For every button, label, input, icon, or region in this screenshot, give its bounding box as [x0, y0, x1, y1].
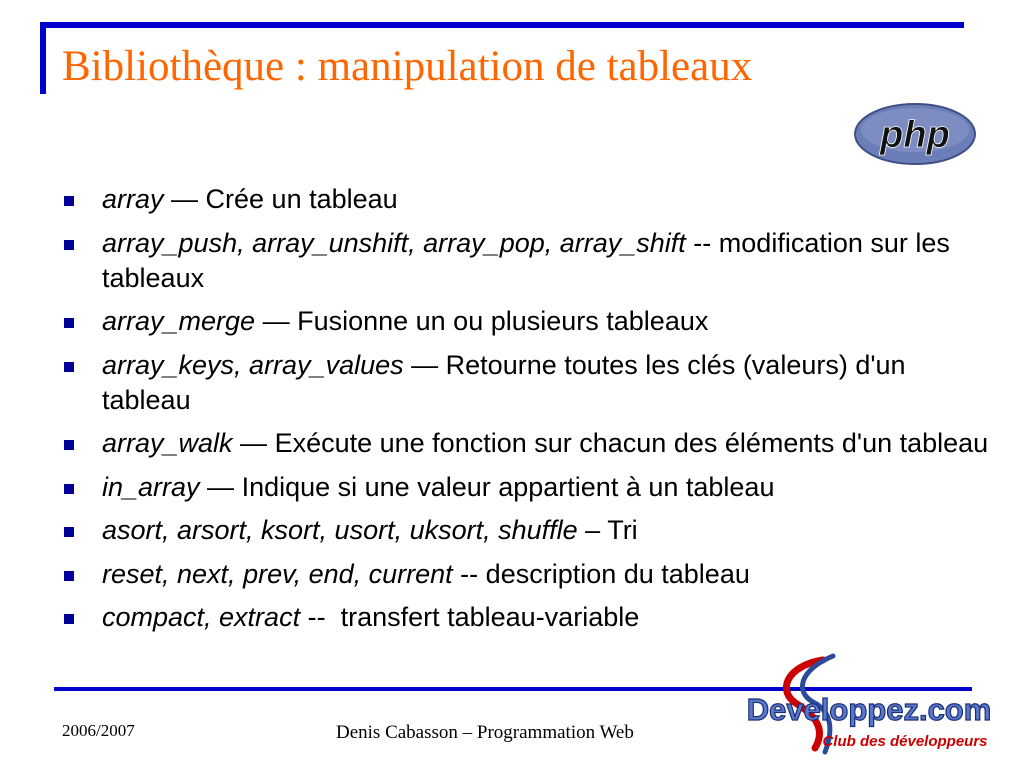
bullet-square-icon [64, 440, 74, 450]
separator: – [577, 515, 608, 545]
list-item [62, 426, 992, 461]
list-item [62, 226, 992, 296]
function-description: description du tableau [485, 558, 750, 589]
developpez-tagline: Club des développeurs [822, 733, 988, 750]
separator: — [255, 306, 298, 336]
list-item [62, 513, 992, 548]
function-description: modification sur les tableaux [102, 227, 950, 293]
separator: — [163, 184, 206, 214]
slide-title: Bibliothèque : manipulation de tableaux [62, 43, 753, 90]
function-name: array_keys, array_values [102, 349, 404, 380]
bullet-square-icon [64, 318, 74, 328]
separator: -- [300, 602, 341, 632]
function-description: Exécute une fonction sur chacun des éléments d'un tableau [274, 428, 989, 458]
function-name: array [102, 184, 164, 214]
function-list [62, 182, 992, 644]
separator: — [403, 349, 446, 380]
function-name: asort, arsort, ksort, usort, uksort, shuffle [102, 515, 578, 545]
function-name: array_merge [102, 306, 256, 336]
developpez-logo [735, 652, 1003, 760]
bullet-square-icon [64, 484, 74, 494]
bullet-square-icon [64, 240, 74, 250]
separator: -- [452, 558, 486, 589]
function-name: compact, extract [102, 602, 301, 632]
frame-left-line [40, 22, 46, 94]
list-item [62, 182, 992, 217]
function-description: Fusionne un ou plusieurs tableaux [297, 306, 709, 336]
function-description: Tri [607, 515, 638, 545]
function-description: Indique si une valeur appartient à un tableau [241, 471, 775, 502]
frame-top-line [40, 22, 964, 28]
list-item [62, 470, 992, 505]
php-logo-text: php [880, 114, 950, 156]
separator: — [232, 428, 275, 458]
function-name: reset, next, prev, end, current [102, 558, 453, 589]
function-name: in_array [102, 471, 200, 502]
separator: -- [685, 227, 719, 258]
list-item [62, 348, 992, 418]
function-name: array_walk [102, 428, 233, 458]
php-logo [853, 102, 977, 166]
function-name: array_push, array_unshift, array_pop, array_shift [102, 227, 686, 258]
function-description: Crée un tableau [205, 184, 398, 214]
bullet-square-icon [64, 196, 74, 206]
bullet-square-icon [64, 527, 74, 537]
footer-date: 2006/2007 [62, 721, 135, 740]
list-item [62, 304, 992, 339]
list-item [62, 600, 992, 635]
function-description: transfert tableau-variable [340, 602, 640, 632]
list-item [62, 557, 992, 592]
separator: — [199, 471, 242, 502]
function-description: Retourne toutes les clés (valeurs) d'un tableau [102, 349, 906, 415]
footer-author: Denis Cabasson – Programmation Web [336, 722, 634, 743]
bullet-square-icon [64, 571, 74, 581]
bullet-square-icon [64, 614, 74, 624]
bullet-square-icon [64, 362, 74, 372]
developpez-logo-text: Developpez.com [746, 692, 992, 727]
